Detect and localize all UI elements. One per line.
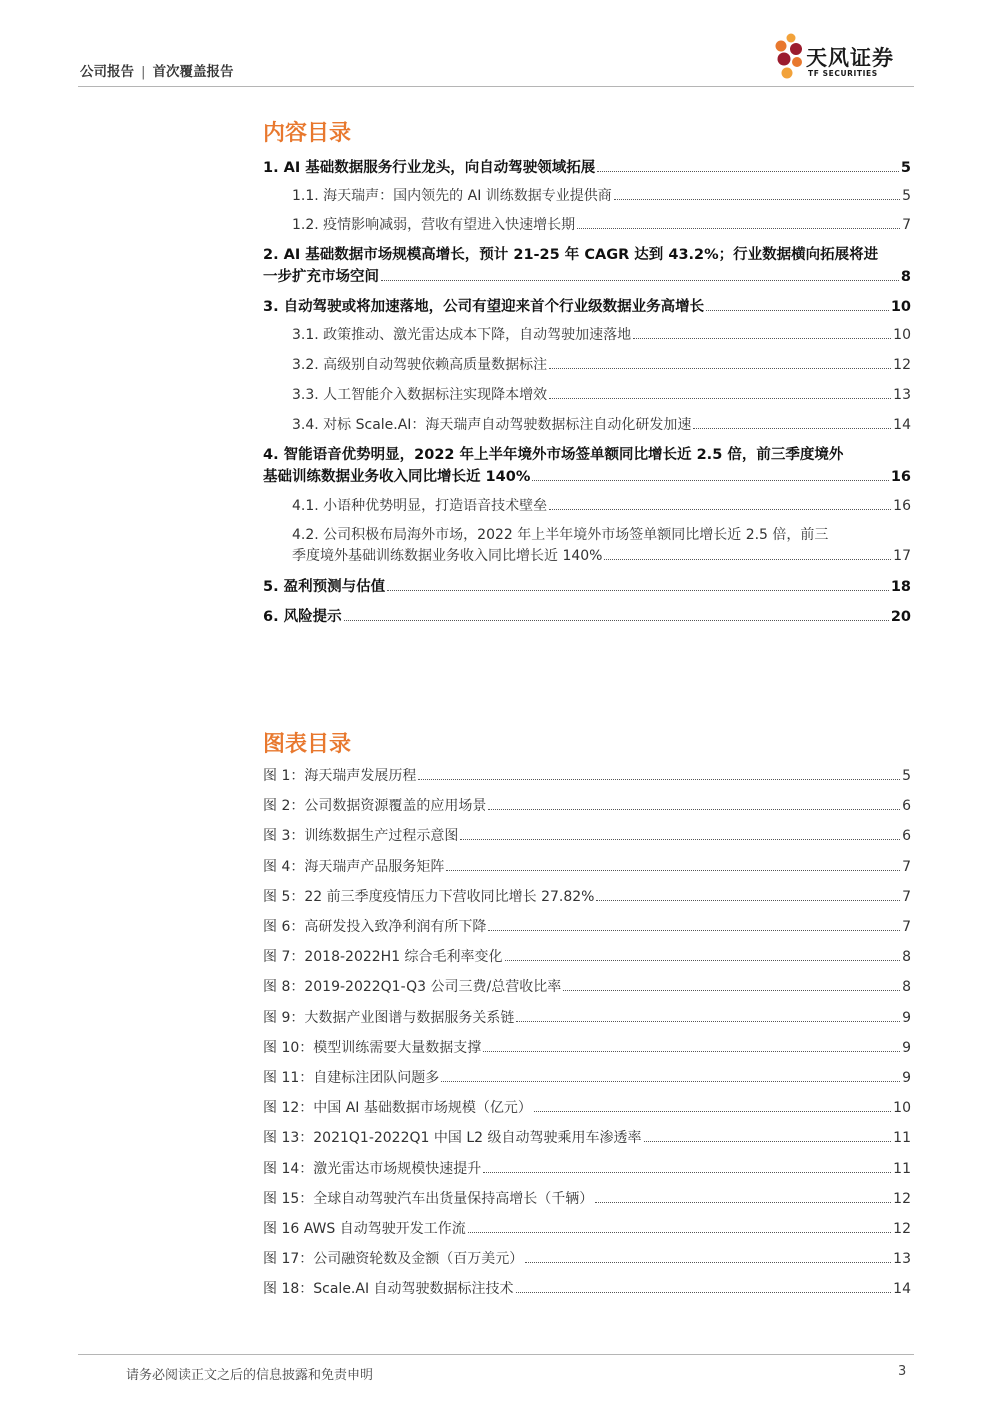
page-number: 5	[902, 768, 911, 784]
leader-dots	[595, 1202, 891, 1203]
figure-entry[interactable]	[263, 1067, 911, 1087]
page-number: 11	[893, 1130, 911, 1147]
leader-dots	[532, 480, 888, 481]
leader-dots	[577, 228, 900, 229]
flower-icon	[774, 28, 806, 84]
figure-entry-label: 图 1：海天瑞声发展历程	[263, 768, 417, 784]
leader-dots	[505, 960, 901, 961]
leader-dots	[596, 900, 900, 901]
page-header	[78, 0, 914, 87]
toc-entry[interactable]: 3.2. 高级别自动驾驶依赖高质量数据标注 12	[292, 357, 911, 373]
page-number: 9	[902, 1070, 911, 1086]
logo-english-name: TF SECURITIES	[808, 69, 878, 78]
report-category: 公司报告	[80, 64, 134, 80]
page-number: 7	[902, 888, 911, 905]
figure-entry-label: 图 11：自建标注团队问题多	[263, 1070, 440, 1086]
figures-title: 图表目录	[263, 732, 352, 757]
figure-entry[interactable]	[263, 1158, 911, 1178]
leader-dots	[644, 1141, 892, 1142]
page-number: 8	[900, 269, 911, 285]
figure-entry-label: 图 2：公司数据资源覆盖的应用场景	[263, 798, 487, 815]
figure-entry[interactable]	[263, 825, 911, 845]
leader-dots	[693, 428, 891, 429]
toc-entry[interactable]: 1.2. 疫情影响减弱，营收有望进入快速增长期 7	[292, 217, 911, 233]
toc-entry[interactable]: 5. 盈利预测与估值 18	[263, 579, 911, 595]
report-subtype: 首次覆盖报告	[152, 64, 234, 80]
leader-dots	[604, 559, 891, 560]
figure-entry-label: 图 16 AWS 自动驾驶开发工作流	[263, 1221, 466, 1237]
leader-dots	[468, 1232, 891, 1233]
figure-entry[interactable]	[263, 886, 911, 906]
figure-entry-label: 图 15：全球自动驾驶汽车出货量保持高增长（千辆）	[263, 1190, 594, 1207]
toc-entry[interactable]: 4.1. 小语种优势明显，打造语音技术壁垒 16	[292, 498, 911, 514]
figure-entry-label: 图 4：海天瑞声产品服务矩阵	[263, 858, 445, 875]
figure-entry-label: 图 18：Scale.AI 自动驾驶数据标注技术	[263, 1281, 514, 1298]
leader-dots	[344, 620, 889, 621]
toc-entry[interactable]: 3.1. 政策推动、激光雷达成本下降，自动驾驶加速落地 10	[292, 327, 911, 343]
figure-entry-label: 图 5：22 前三季度疫情压力下营收同比增长 27.82%	[263, 888, 595, 905]
page-number: 10	[893, 327, 911, 343]
page-number: 16	[893, 498, 911, 514]
leader-dots	[534, 1111, 891, 1112]
company-logo	[774, 28, 914, 84]
leader-dots	[525, 1262, 891, 1263]
page-number: 12	[893, 1221, 911, 1237]
figure-entry[interactable]	[263, 916, 911, 936]
toc-entry-line1[interactable]: 4.2. 公司积极布局海外市场，2022 年上半年境外市场签单额同比增长近 2.5 倍，前三	[292, 527, 829, 543]
page-number: 8	[902, 979, 911, 996]
figure-entry-label: 图 17：公司融资轮数及金额（百万美元）	[263, 1251, 524, 1268]
report-type	[80, 60, 234, 80]
toc-entry[interactable]: 1. AI 基础数据服务行业龙头，向自动驾驶领域拓展 5	[263, 160, 911, 176]
page-number: 6	[902, 798, 911, 815]
leader-dots	[483, 1051, 900, 1052]
figure-entry-label: 图 8：2019-2022Q1-Q3 公司三费/总营收比率	[263, 979, 562, 996]
logo-chinese-name: 天风证券	[806, 46, 894, 70]
figure-entry-label: 图 7：2018-2022H1 综合毛利率变化	[263, 949, 503, 966]
page-number: 7	[902, 858, 911, 875]
figure-entry-label: 图 9：大数据产业图谱与数据服务关系链	[263, 1009, 515, 1026]
figure-entry-label: 图 14：激光雷达市场规模快速提升	[263, 1160, 482, 1177]
toc-title: 内容目录	[263, 121, 352, 146]
figure-entry-label: 图 12：中国 AI 基础数据市场规模（亿元）	[263, 1100, 532, 1117]
page-number: 9	[902, 1039, 911, 1056]
toc-entry[interactable]: 3.3. 人工智能介入数据标注实现降本增效 13	[292, 387, 911, 403]
leader-dots	[633, 338, 891, 339]
leader-dots	[516, 1292, 892, 1293]
page-number: 12	[893, 1190, 911, 1207]
toc-entry-line1[interactable]: 4. 智能语音优势明显，2022 年上半年境外市场签单额同比增长近 2.5 倍，前三季度境外	[263, 447, 844, 463]
leader-dots	[614, 199, 900, 200]
page-number: 18	[890, 579, 911, 595]
page-number: 14	[893, 1281, 911, 1298]
page-number: 7	[902, 217, 911, 233]
page-number: 12	[893, 357, 911, 373]
leader-dots	[488, 930, 900, 931]
figure-entry-label: 图 13：2021Q1-2022Q1 中国 L2 级自动驾驶乘用车渗透率	[263, 1130, 642, 1147]
figure-entry[interactable]	[263, 1188, 911, 1208]
figure-entry[interactable]	[263, 1097, 911, 1117]
footer-page-number: 3	[898, 1364, 907, 1379]
page-number: 14	[893, 417, 911, 433]
toc-entry[interactable]: 6. 风险提示 20	[263, 609, 911, 625]
leader-dots	[483, 1172, 891, 1173]
page-number: 10	[893, 1100, 911, 1117]
toc-entry[interactable]: 1.1. 海天瑞声：国内领先的 AI 训练数据专业提供商 5	[292, 188, 911, 204]
page-number: 11	[893, 1160, 911, 1177]
toc-entry[interactable]: 季度境外基础训练数据业务收入同比增长近 140% 17	[292, 548, 911, 564]
page-number: 13	[893, 1251, 911, 1268]
page-number: 7	[902, 919, 911, 935]
leader-dots	[381, 280, 899, 281]
figure-entry[interactable]	[263, 1278, 911, 1298]
page-number: 6	[902, 828, 911, 845]
page-number: 16	[890, 469, 911, 485]
leader-dots	[563, 990, 900, 991]
leader-dots	[387, 590, 889, 591]
page-number: 5	[902, 188, 911, 204]
figure-entry[interactable]	[263, 1248, 911, 1268]
leader-dots	[549, 398, 891, 399]
page-number: 13	[893, 387, 911, 403]
page-number: 5	[900, 160, 911, 176]
page-number: 9	[902, 1009, 911, 1026]
leader-dots	[706, 310, 889, 311]
toc-entry[interactable]: 3.4. 对标 Scale.AI：海天瑞声自动驾驶数据标注自动化研发加速 14	[292, 417, 911, 433]
leader-dots	[418, 779, 900, 780]
figure-entry[interactable]	[263, 856, 911, 876]
toc-entry[interactable]: 一步扩充市场空间 8	[263, 269, 911, 285]
page-number: 10	[890, 299, 911, 315]
figure-entry[interactable]	[263, 976, 911, 996]
figure-entry[interactable]	[263, 765, 911, 785]
leader-dots	[549, 368, 891, 369]
leader-dots	[516, 1021, 900, 1022]
figure-entry[interactable]	[263, 1127, 911, 1147]
figure-entry[interactable]	[263, 1037, 911, 1057]
leader-dots	[549, 509, 891, 510]
page-number: 8	[902, 949, 911, 966]
leader-dots	[597, 171, 899, 172]
page-number: 20	[890, 609, 911, 625]
figure-entry[interactable]	[263, 1218, 911, 1238]
leader-dots	[488, 809, 900, 810]
page-number: 17	[893, 548, 911, 564]
header-separator: |	[141, 64, 146, 80]
figure-entry[interactable]	[263, 946, 911, 966]
figure-entry-label: 图 10：模型训练需要大量数据支撑	[263, 1039, 482, 1056]
figure-entry[interactable]	[263, 795, 911, 815]
figure-entry-label: 图 6：高研发投入致净利润有所下降	[263, 919, 487, 935]
footer-disclaimer: 请务必阅读正文之后的信息披露和免责申明	[126, 1368, 374, 1383]
footer-divider	[78, 1354, 914, 1355]
toc-entry[interactable]: 3. 自动驾驶或将加速落地，公司有望迎来首个行业级数据业务高增长 10	[263, 299, 911, 315]
leader-dots	[446, 870, 900, 871]
leader-dots	[441, 1081, 900, 1082]
toc-entry-line1[interactable]: 2. AI 基础数据市场规模高增长，预计 21-25 年 CAGR 达到 43.2%；行业数据横向拓展将进	[263, 247, 879, 263]
leader-dots	[460, 839, 900, 840]
toc-entry[interactable]: 基础训练数据业务收入同比增长近 140% 16	[263, 469, 911, 485]
figure-entry-label: 图 3：训练数据生产过程示意图	[263, 828, 459, 845]
figure-entry[interactable]	[263, 1007, 911, 1027]
